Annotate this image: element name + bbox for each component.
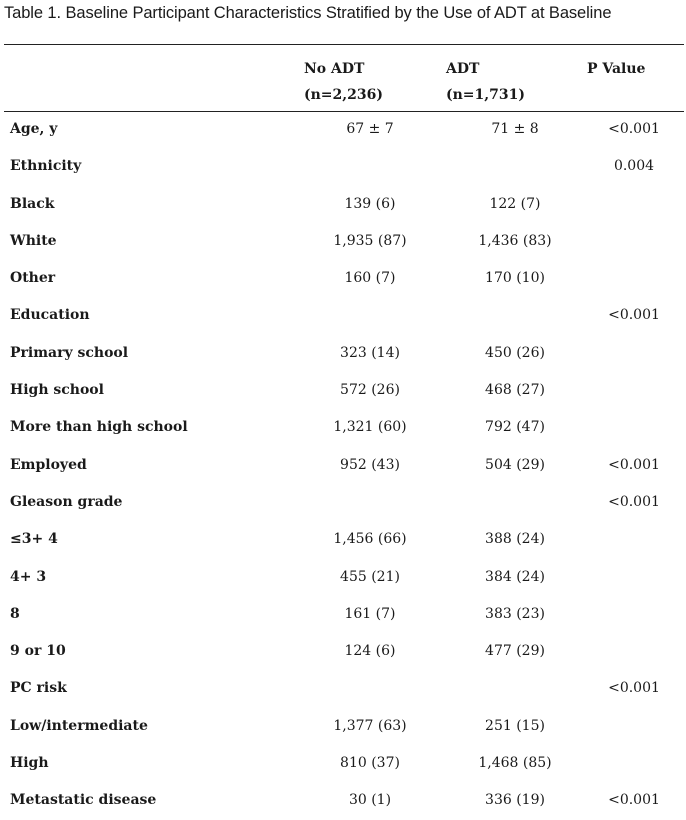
table-row [0,708,686,745]
table-row [0,223,686,260]
table-row [0,670,686,707]
top-rule [4,44,684,45]
cell-no-adt: 30 (1) [348,792,392,809]
row-label: PC risk [10,680,67,697]
cell-p-value: <0.001 [608,456,660,473]
cell-p-value: <0.001 [608,307,660,324]
cell-no-adt: 1,935 (87) [333,232,407,249]
table-row [0,521,686,558]
cell-p-value: <0.001 [608,493,660,510]
table-row [0,260,686,297]
header-adt [446,56,525,108]
row-label: Metastatic disease [10,792,157,809]
row-label: Primary school [10,344,129,361]
row-label: Age, y [10,121,58,137]
cell-adt: 122 (7) [489,195,541,212]
table-row [0,111,686,148]
table-row [0,335,686,372]
table-row [0,186,686,223]
table-body [0,111,686,820]
cell-adt: 1,436 (83) [478,232,552,249]
table-row [0,596,686,633]
row-label: Other [10,270,56,287]
row-label: More than high school [10,419,188,436]
header-adt-label: ADT [446,61,480,77]
table-row [0,409,686,446]
row-label: High school [10,382,104,399]
cell-no-adt: 810 (37) [340,755,400,772]
row-label: Low/intermediate [10,717,148,734]
cell-adt: 388 (24) [485,531,545,548]
header-no-adt [304,56,383,108]
cell-no-adt: 323 (14) [340,344,400,361]
row-label: Gleason grade [10,493,123,510]
table-row [0,447,686,484]
cell-no-adt: 455 (21) [340,568,400,585]
row-label: Ethnicity [10,158,82,175]
row-label: 4+ 3 [10,568,47,585]
cell-p-value: <0.001 [608,680,660,697]
cell-adt: 336 (19) [485,792,545,809]
header-no-adt-n: (n=2,236) [304,87,383,103]
cell-no-adt: 124 (6) [344,643,396,660]
row-label: Black [10,195,55,212]
table-row [0,782,686,819]
row-label: 8 [10,605,20,622]
row-label: Employed [10,456,87,473]
table-row [0,484,686,521]
table-row [0,148,686,185]
table-row [0,745,686,782]
cell-no-adt: 1,377 (63) [333,717,407,734]
cell-no-adt: 160 (7) [344,270,396,287]
cell-no-adt: 67 ± 7 [346,121,394,137]
cell-adt: 1,468 (85) [478,755,552,772]
cell-adt: 792 (47) [485,419,545,436]
table-row [0,297,686,334]
cell-no-adt: 1,321 (60) [333,419,407,436]
cell-p-value: <0.001 [608,792,660,809]
cell-p-value: 0.004 [613,158,655,175]
cell-adt: 477 (29) [485,643,545,660]
cell-adt: 251 (15) [485,717,545,734]
header-adt-n: (n=1,731) [446,87,525,103]
row-label: Education [10,307,90,324]
row-label: 9 or 10 [10,643,66,660]
row-label: High [10,755,49,772]
cell-adt: 384 (24) [485,568,545,585]
table-row [0,559,686,596]
cell-adt: 71 ± 8 [491,121,539,137]
row-label: White [10,232,57,249]
table-row [0,372,686,409]
header-no-adt-label: No ADT [304,61,365,77]
cell-adt: 383 (23) [485,605,545,622]
cell-no-adt: 139 (6) [344,195,396,212]
table-caption: Table 1. Baseline Participant Characteristics Stratified by the Use of ADT at Baseline [4,4,612,22]
cell-adt: 504 (29) [485,456,545,473]
cell-adt: 450 (26) [485,344,545,361]
header-p-value [587,56,645,82]
row-label: ≤3+ 4 [10,531,58,548]
table-row [0,633,686,670]
cell-p-value: <0.001 [608,121,660,137]
cell-no-adt: 161 (7) [344,605,396,622]
cell-adt: 468 (27) [485,382,545,399]
cell-no-adt: 1,456 (66) [333,531,407,548]
cell-no-adt: 952 (43) [340,456,400,473]
cell-adt: 170 (10) [485,270,545,287]
header-p-value-label: P Value [587,61,646,77]
cell-no-adt: 572 (26) [340,382,400,399]
